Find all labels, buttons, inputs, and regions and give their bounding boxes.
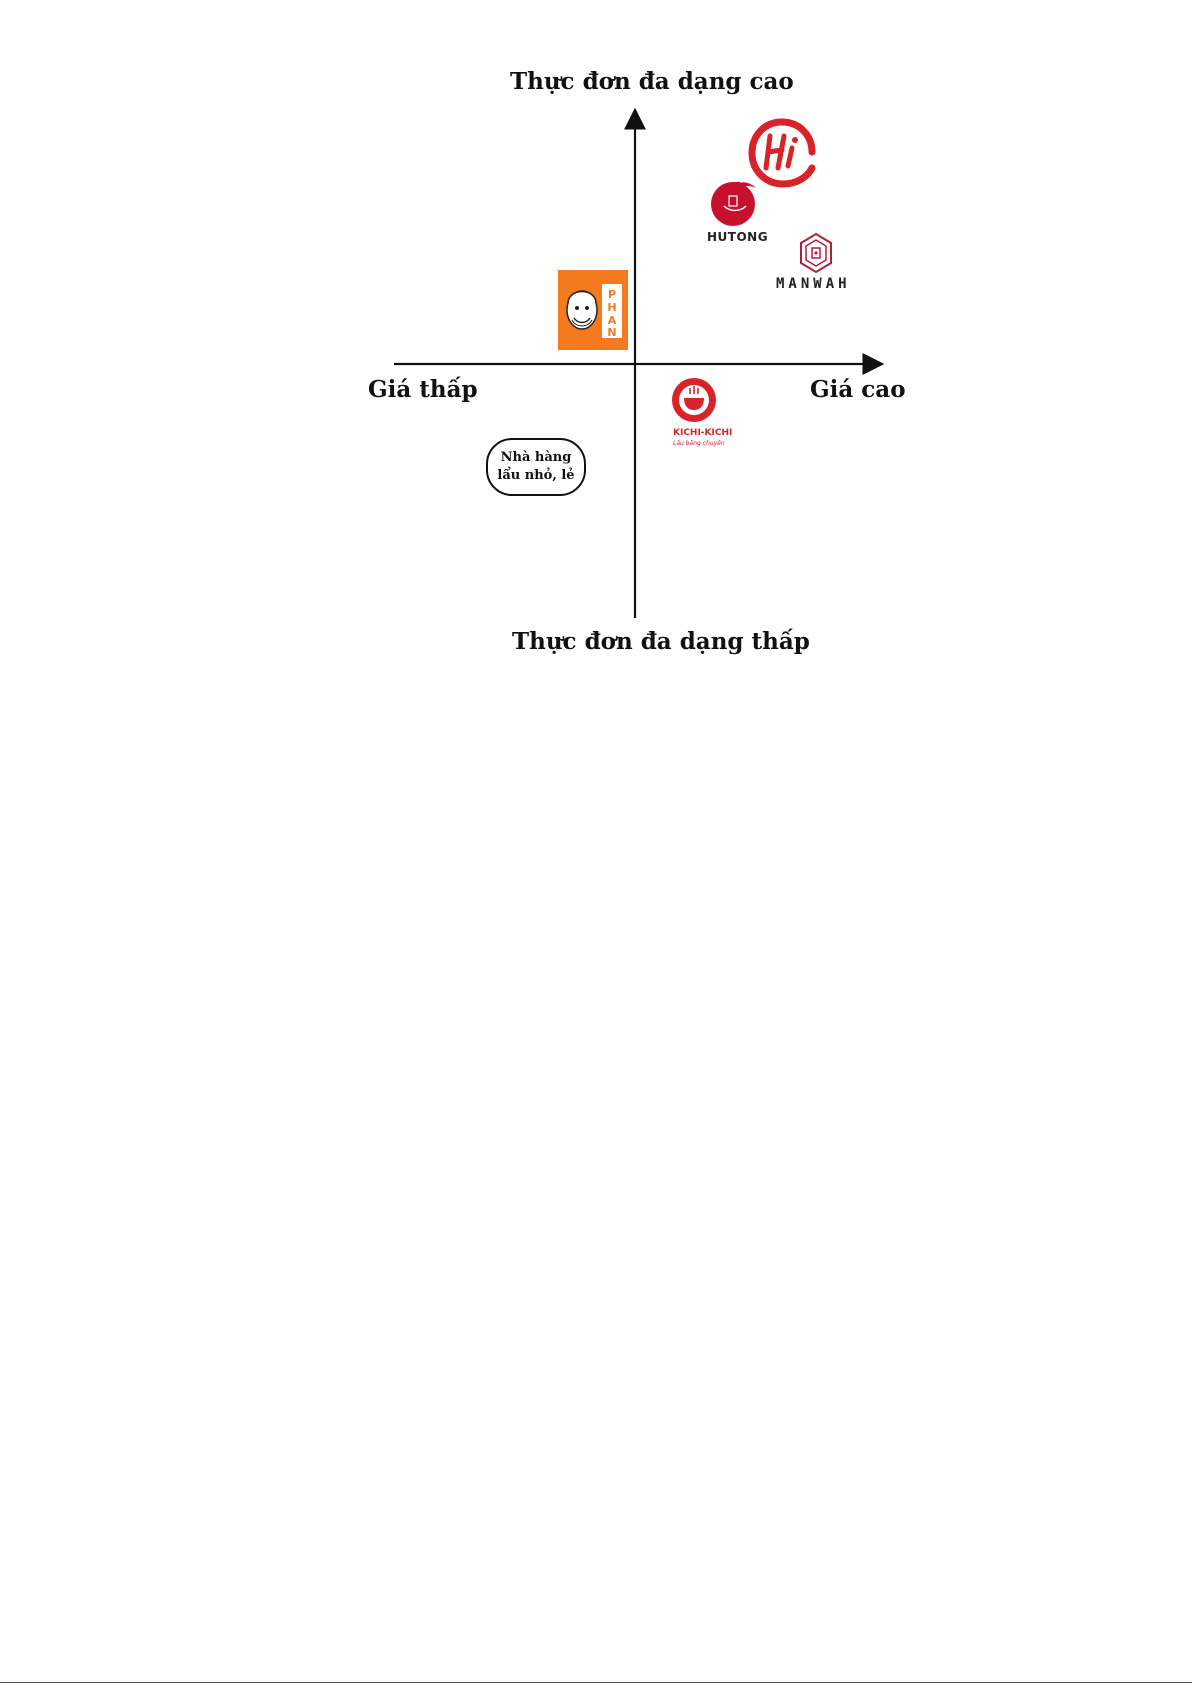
kichi-subtitle: Lẩu băng chuyền — [673, 440, 725, 447]
page-bottom-rule — [0, 1682, 1192, 1683]
axis-label-high-price: Giá cao — [810, 376, 906, 403]
svg-text:H: H — [607, 301, 617, 314]
axis-label-low-variety: Thực đơn đa dạng thấp — [512, 628, 810, 655]
svg-text:A: A — [607, 314, 617, 327]
manwah-caption: MANWAH — [776, 276, 851, 292]
axis-label-high-variety: Thực đơn đa dạng cao — [510, 68, 794, 95]
axis-label-low-price: Giá thấp — [368, 376, 478, 403]
svg-text:P: P — [607, 288, 617, 301]
kichi-caption: KICHI-KICHI — [673, 428, 733, 438]
hutong-logo — [710, 176, 760, 228]
svg-text:N: N — [607, 326, 617, 339]
manwah-logo — [798, 232, 834, 274]
hutong-caption: HUTONG — [707, 230, 769, 244]
kichi-logo — [670, 376, 718, 424]
positioning-axes — [0, 0, 1192, 700]
small-restaurants-bubble: Nhà hàng lẩu nhỏ, lẻ — [486, 438, 586, 496]
phan-logo — [558, 270, 628, 350]
